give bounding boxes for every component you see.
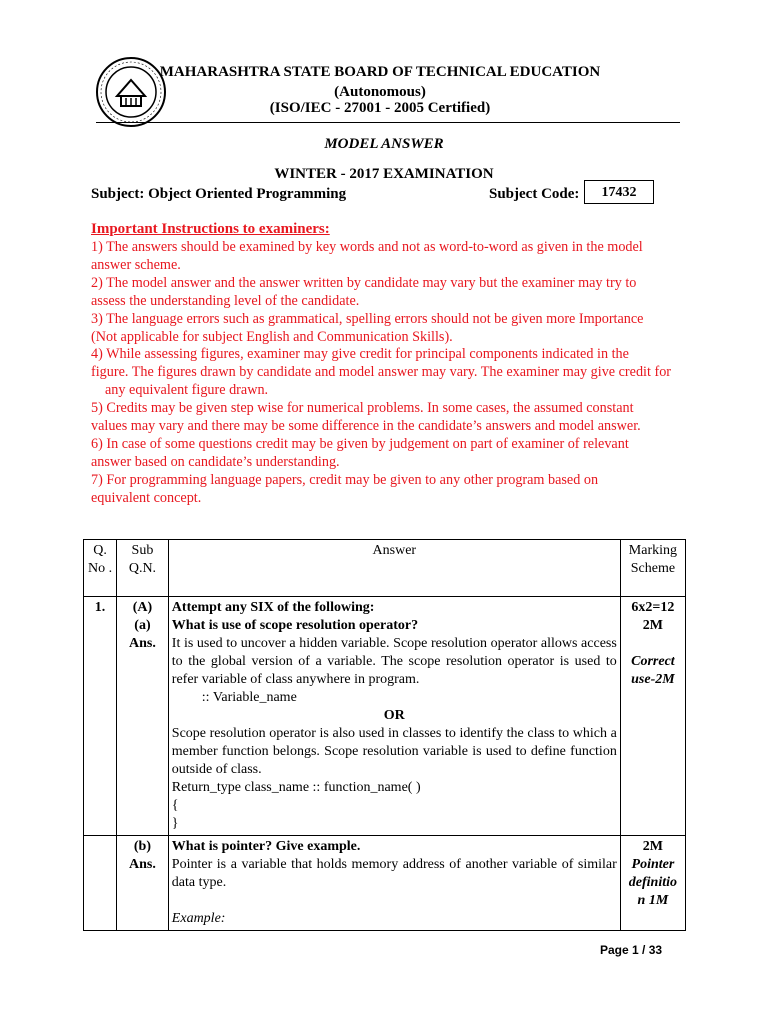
board-autonomous: (Autonomous) — [334, 84, 426, 100]
instruction-text: values may vary and there may be some difference in the candidate’s answers and model answer. — [91, 418, 641, 435]
question-text: What is pointer? Give example. — [171, 839, 361, 854]
sub-label-a-upper: (A) — [132, 600, 153, 615]
instructions-heading: Important Instructions to examiners: — [91, 221, 330, 237]
subject-code-label: Subject Code: — [489, 186, 580, 202]
instruction-item — [91, 472, 691, 508]
mark-note: Correct use-2M — [631, 654, 675, 687]
instruction-text: 2) The model answer and the answer written by candidate may vary but the examiner may try to — [91, 274, 637, 291]
function-signature: Return_type class_name :: function_name( ) — [171, 780, 421, 795]
sub-label-b: (b) — [133, 839, 151, 854]
mark-total: 6x2=12 — [631, 600, 675, 615]
instruction-item — [91, 400, 691, 436]
sub-qn-cell — [117, 597, 169, 836]
ans-label: Ans. — [129, 857, 156, 872]
header-sub-qn: Sub Q.N. — [117, 540, 169, 597]
brace-close: } — [171, 816, 179, 831]
instruction-item — [91, 436, 691, 472]
answer-table — [83, 539, 686, 931]
instruction-item — [91, 311, 691, 347]
brace-open: { — [171, 798, 179, 813]
instruction-text: 4) While assessing figures, examiner may give credit for principal components indicated in the — [91, 346, 629, 363]
instruction-text: 7) For programming language papers, credit may be given to any other program based on — [91, 471, 599, 488]
subject-label: Subject: Object Oriented Programming — [91, 186, 347, 202]
instruction-text: assess the understanding level of the candidate. — [91, 292, 360, 309]
sub-label-a-lower: (a) — [134, 618, 151, 633]
instruction-item — [91, 346, 691, 400]
q-no-cell — [84, 836, 117, 931]
header-answer: Answer — [168, 540, 620, 597]
board-certification: (ISO/IEC - 27001 - 2005 Certified) — [269, 100, 491, 116]
instruction-text: equivalent concept. — [91, 489, 202, 506]
instruction-text: 6) In case of some questions credit may be given by judgement on part of examiner of relevant — [91, 435, 629, 452]
syntax-line: :: Variable_name — [201, 690, 297, 705]
question-text: What is use of scope resolution operator? — [171, 618, 419, 633]
instruction-text: (Not applicable for subject English and Communication Skills). — [91, 328, 453, 345]
header-divider — [96, 122, 680, 123]
marking-cell — [620, 836, 685, 931]
answer-paragraph: It is used to uncover a hidden variable. Scope resolution operator allows access to the global version of a variable. The scope resolution operator is used to refer variable of class anywhere in program. — [171, 636, 617, 687]
instruction-text: 5) Credits may be given step wise for numerical problems. In some cases, the assumed constant — [91, 400, 634, 417]
page-number: Page 1 / 33 — [600, 943, 663, 957]
q-no-cell: 1. — [84, 597, 117, 836]
mark-each: 2M — [642, 839, 664, 854]
exam-title: WINTER - 2017 EXAMINATION — [274, 166, 494, 182]
answer-cell — [168, 836, 620, 931]
instruction-item — [91, 239, 691, 275]
example-label: Example: — [171, 911, 226, 926]
or-separator: OR — [383, 708, 405, 723]
answer-cell — [168, 597, 620, 836]
table-row — [84, 597, 686, 836]
mark-note: Pointer definitio n 1M — [628, 857, 678, 908]
model-answer-title: MODEL ANSWER — [324, 136, 444, 152]
marking-cell — [620, 597, 685, 836]
instruction-text: 3) The language errors such as grammatical, spelling errors should not be given more Importance — [91, 310, 644, 327]
sub-qn-cell — [117, 836, 169, 931]
header-marking-scheme: Marking Scheme — [620, 540, 685, 597]
instruction-text: figure. The figures drawn by candidate and model answer may vary. The examiner may give credit for any equivalent figure drawn. — [91, 364, 672, 399]
instruction-item — [91, 275, 691, 311]
board-name: MAHARASHTRA STATE BOARD OF TECHNICAL EDUCATION — [159, 64, 601, 80]
header-q-no: Q. No . — [84, 540, 117, 597]
mark-each: 2M — [642, 618, 664, 633]
instruction-text: 1) The answers should be examined by key words and not as word-to-word as given in the model — [91, 239, 643, 255]
instructions-list — [91, 239, 691, 508]
subject-code-box: 17432 — [584, 180, 654, 204]
answer-paragraph: Scope resolution operator is also used in classes to identify the class to which a member function belongs. Scope resolution variable is used to define function outside of class. — [171, 726, 617, 777]
instruction-text: answer based on candidate’s understanding. — [91, 453, 340, 470]
instruction-text: answer scheme. — [91, 256, 181, 273]
table-row — [84, 836, 686, 931]
section-title: Attempt any SIX of the following: — [171, 600, 375, 615]
ans-label: Ans. — [129, 636, 156, 651]
answer-paragraph: Pointer is a variable that holds memory address of another variable of similar data type. — [171, 857, 617, 890]
table-header-row — [84, 540, 686, 597]
